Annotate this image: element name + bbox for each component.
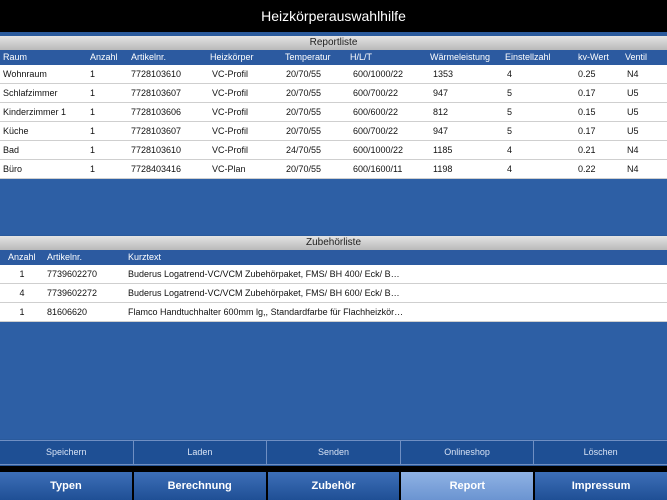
report-cell-0: Küche [3, 126, 29, 136]
report-cell-8: 0.22 [578, 164, 596, 174]
report-cell-8: 0.17 [578, 126, 596, 136]
report-list-header: Reportliste [0, 36, 667, 50]
report-cell-2: 7728103610 [131, 145, 182, 155]
report-cell-7: 4 [507, 69, 513, 79]
accessory-cell-0: 1 [19, 269, 25, 279]
report-cell-6: 947 [433, 88, 449, 98]
accessory-cell-0: 4 [19, 288, 25, 298]
report-cell-6: 812 [433, 107, 449, 117]
report-row[interactable] [0, 141, 667, 160]
report-cell-1: 1 [90, 69, 96, 79]
löschen-button[interactable]: Löschen [583, 447, 618, 457]
report-cell-2: 7728103606 [131, 107, 182, 117]
report-cell-2: 7728103607 [131, 88, 182, 98]
speichern-button[interactable]: Speichern [0, 441, 134, 464]
report-cell-9: U5 [627, 126, 639, 136]
report-cell-9: N4 [627, 164, 639, 174]
accessory-col-0: Anzahl [8, 252, 36, 262]
senden-button[interactable]: Senden [267, 441, 401, 464]
report-cell-1: 1 [90, 164, 96, 174]
report-cell-9: N4 [627, 69, 639, 79]
report-cell-8: 0.17 [578, 88, 596, 98]
report-cell-5: 600/1000/22 [353, 145, 404, 155]
report-col-6: Wärmeleistung [430, 52, 491, 62]
report-cell-0: Wohnraum [3, 69, 47, 79]
laden-button[interactable]: Laden [134, 441, 268, 464]
report-cell-4: 20/70/55 [286, 107, 322, 117]
report-cell-4: 20/70/55 [286, 88, 322, 98]
accessory-cell-0: 1 [19, 307, 25, 317]
action-bar [0, 440, 667, 465]
report-cell-9: U5 [627, 88, 639, 98]
report-cell-2: 7728103610 [131, 69, 182, 79]
report-cell-7: 4 [507, 145, 513, 155]
report-cell-0: Schlafzimmer [3, 88, 58, 98]
report-cell-9: N4 [627, 145, 639, 155]
report-cell-6: 947 [433, 126, 449, 136]
report-cell-7: 5 [507, 126, 513, 136]
accessory-col-1: Artikelnr. [47, 252, 83, 262]
report-cell-1: 1 [90, 145, 96, 155]
report-col-7: Einstellzahl [505, 52, 551, 62]
report-cell-1: 1 [90, 107, 96, 117]
report-cell-8: 0.15 [578, 107, 596, 117]
report-cell-6: 1198 [433, 164, 453, 174]
tab-berechnung[interactable]: Berechnung [134, 472, 266, 500]
report-row[interactable] [0, 122, 667, 141]
report-cell-7: 5 [507, 107, 513, 117]
accessory-list-header: Zubehörliste [0, 236, 667, 250]
tab-impressum[interactable]: Impressum [535, 472, 667, 500]
report-col-2: Artikelnr. [131, 52, 167, 62]
report-cell-3: VC-Profil [212, 145, 249, 155]
report-cell-4: 24/70/55 [286, 145, 322, 155]
report-cell-4: 20/70/55 [286, 164, 322, 174]
report-cell-5: 600/1000/22 [353, 69, 404, 79]
report-column-header [0, 50, 667, 65]
accessory-row[interactable] [0, 284, 667, 303]
report-cell-2: 7728403416 [131, 164, 182, 174]
accessory-cell-2: Flamco Handtuchhalter 600mm lg,, Standardfarbe für Flachheizkör… [128, 307, 404, 317]
accessory-empty-area [0, 322, 667, 439]
report-row[interactable] [0, 65, 667, 84]
report-col-0: Raum [3, 52, 28, 62]
accessory-row[interactable] [0, 265, 667, 284]
tab-bar [0, 472, 667, 500]
accessory-cell-1: 7739602272 [47, 288, 98, 298]
report-empty-area [0, 179, 667, 235]
report-cell-1: 1 [90, 126, 96, 136]
report-cell-0: Büro [3, 164, 23, 174]
tab-report[interactable]: Report [401, 472, 533, 500]
report-cell-1: 1 [90, 88, 96, 98]
report-cell-6: 1185 [433, 145, 453, 155]
report-cell-6: 1353 [433, 69, 454, 79]
tab-typen[interactable]: Typen [0, 472, 132, 500]
app-title: Heizkörperauswahlhilfe [0, 0, 667, 32]
report-cell-7: 4 [507, 164, 513, 174]
report-col-3: Heizkörper [210, 52, 254, 62]
report-cell-3: VC-Profil [212, 107, 249, 117]
report-cell-8: 0.25 [578, 69, 596, 79]
report-row[interactable] [0, 160, 667, 179]
report-cell-3: VC-Plan [212, 164, 246, 174]
report-cell-3: VC-Profil [212, 88, 249, 98]
report-cell-5: 600/600/22 [353, 107, 399, 117]
report-cell-8: 0.21 [578, 145, 596, 155]
report-row[interactable] [0, 84, 667, 103]
report-cell-2: 7728103607 [131, 126, 182, 136]
tab-zubehör[interactable]: Zubehör [268, 472, 400, 500]
report-cell-3: VC-Profil [212, 126, 249, 136]
accessory-cell-1: 81606620 [47, 307, 88, 317]
accessory-cell-2: Buderus Logatrend-VC/VCM Zubehörpaket, FMS/ BH 600/ Eck/ B… [128, 288, 400, 298]
onlineshop-button[interactable]: Onlineshop [401, 441, 535, 464]
report-cell-0: Kinderzimmer 1 [3, 107, 67, 117]
report-col-9: Ventil [625, 52, 648, 62]
accessory-col-2: Kurztext [128, 252, 162, 262]
report-row[interactable] [0, 103, 667, 122]
report-col-1: Anzahl [90, 52, 118, 62]
report-cell-9: U5 [627, 107, 639, 117]
report-cell-5: 600/700/22 [353, 126, 399, 136]
report-cell-4: 20/70/55 [286, 126, 322, 136]
accessory-row[interactable] [0, 303, 667, 322]
report-cell-5: 600/1600/11 [353, 164, 403, 174]
report-col-8: kv-Wert [578, 52, 609, 62]
report-cell-7: 5 [507, 88, 513, 98]
report-cell-5: 600/700/22 [353, 88, 399, 98]
report-cell-3: VC-Profil [212, 69, 249, 79]
report-col-4: Temperatur [285, 52, 331, 62]
accessory-cell-2: Buderus Logatrend-VC/VCM Zubehörpaket, FMS/ BH 400/ Eck/ B… [128, 269, 400, 279]
report-col-5: H/L/T [350, 52, 373, 62]
accessory-cell-1: 7739602270 [47, 269, 98, 279]
report-cell-0: Bad [3, 145, 20, 155]
report-cell-4: 20/70/55 [286, 69, 322, 79]
accessory-column-header [0, 250, 667, 265]
